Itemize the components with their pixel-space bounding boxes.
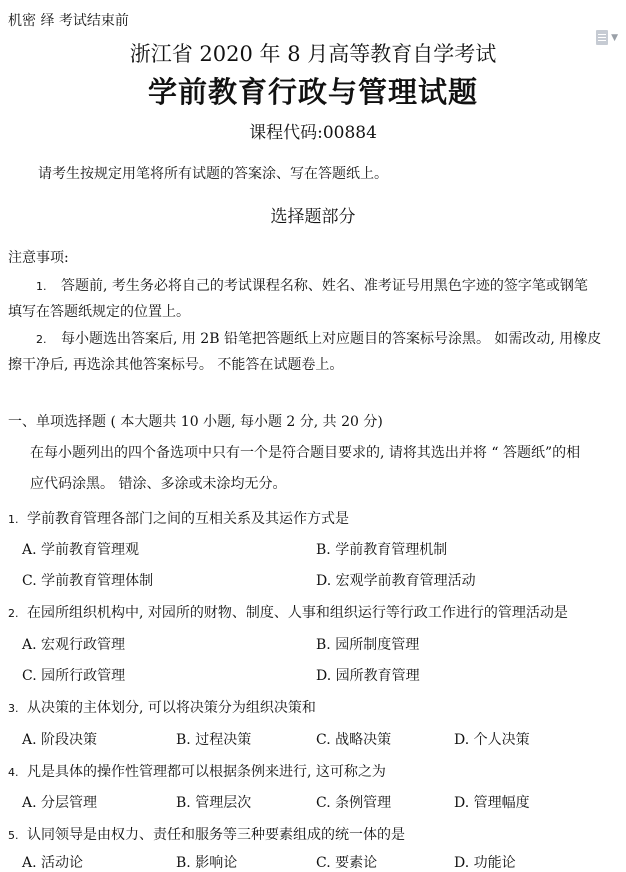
q1-option-d[interactable]: D. 宏观学前教育管理活动	[316, 573, 476, 589]
part1-desc-line2: 应代码涂黑。 错涂、多涂或未涂均无分。	[30, 476, 287, 492]
q1-option-b[interactable]: B. 学前教育管理机制	[316, 542, 448, 558]
note-number: 1.	[36, 280, 47, 293]
q2-option-a[interactable]: A. 宏观行政管理	[22, 637, 126, 653]
q5-option-c[interactable]: C. 要素论	[316, 855, 378, 871]
q4-option-d[interactable]: D. 管理幅度	[454, 795, 530, 811]
note-1-line1	[36, 275, 588, 295]
question-text: 从决策的主体划分, 可以将决策分为组织决策和	[26, 700, 316, 716]
note-2-line1	[36, 328, 601, 348]
note-number: 2.	[36, 333, 47, 346]
paper-title: 学前教育行政与管理试题	[147, 75, 478, 109]
notes-title: 注意事项:	[8, 250, 69, 266]
question-3	[8, 697, 316, 717]
q1-option-a[interactable]: A. 学前教育管理观	[22, 542, 140, 558]
note-2-line2: 擦干净后, 再选涂其他答案标号。 不能答在试题卷上。	[8, 357, 344, 373]
note-1-line2: 填写在答题纸规定的位置上。	[8, 304, 190, 320]
part1-heading: 一、单项选择题 ( 本大题共 10 小题, 每小题 2 分, 共 20 分)	[8, 414, 383, 430]
question-text: 凡是具体的操作性管理都可以根据条例来进行, 这可称之为	[26, 764, 386, 780]
q3-option-d[interactable]: D. 个人决策	[454, 732, 530, 748]
q5-option-b[interactable]: B. 影响论	[176, 855, 238, 871]
q4-option-a[interactable]: A. 分层管理	[22, 795, 98, 811]
question-1	[8, 508, 349, 528]
question-2	[8, 602, 568, 622]
question-number: 2.	[8, 607, 19, 620]
note-text: 每小题选出答案后, 用 2B 铅笔把答题纸上对应题目的答案标号涂黑。 如需改动, 用橡皮	[60, 331, 602, 347]
q4-option-b[interactable]: B. 管理层次	[176, 795, 252, 811]
q2-option-b[interactable]: B. 园所制度管理	[316, 637, 420, 653]
q3-option-a[interactable]: A. 阶段决策	[22, 732, 98, 748]
note-text: 答题前, 考生务必将自己的考试课程名称、姓名、准考证号用黑色字迹的签字笔或钢笔	[60, 278, 588, 294]
q1-option-c[interactable]: C. 学前教育管理体制	[22, 573, 154, 589]
question-4	[8, 761, 386, 781]
course-code: 课程代码:00884	[249, 123, 377, 143]
confidential-label: 机密 绎 考试结束前	[8, 13, 129, 29]
q2-option-d[interactable]: D. 园所教育管理	[316, 668, 420, 684]
q5-option-a[interactable]: A. 活动论	[22, 855, 84, 871]
main-instruction: 请考生按规定用笔将所有试题的答案涂、写在答题纸上。	[38, 166, 388, 182]
part1-desc-line1: 在每小题列出的四个备选项中只有一个是符合题目要求的, 请将其选出并将 “ 答题纸”的相	[30, 445, 581, 461]
question-text: 在园所组织机构中, 对园所的财物、制度、人事和组织运行等行政工作进行的管理活动是	[26, 605, 568, 621]
section-title: 选择题部分	[270, 207, 356, 227]
question-number: 4.	[8, 766, 19, 779]
question-number: 3.	[8, 702, 19, 715]
exam-title: 浙江省 2020 年 8 月高等教育自学考试	[129, 42, 497, 66]
question-text: 学前教育管理各部门之间的互相关系及其运作方式是	[26, 511, 349, 527]
question-5	[8, 824, 405, 844]
question-text: 认同领导是由权力、责任和服务等三种要素组成的统一体的是	[26, 827, 405, 843]
q3-option-b[interactable]: B. 过程决策	[176, 732, 252, 748]
q5-option-d[interactable]: D. 功能论	[454, 855, 516, 871]
question-number: 5.	[8, 829, 19, 842]
question-number: 1.	[8, 513, 19, 526]
q4-option-c[interactable]: C. 条例管理	[316, 795, 392, 811]
q2-option-c[interactable]: C. 园所行政管理	[22, 668, 126, 684]
chevron-down-icon[interactable]: ▼	[611, 33, 618, 43]
q3-option-c[interactable]: C. 战略决策	[316, 732, 392, 748]
